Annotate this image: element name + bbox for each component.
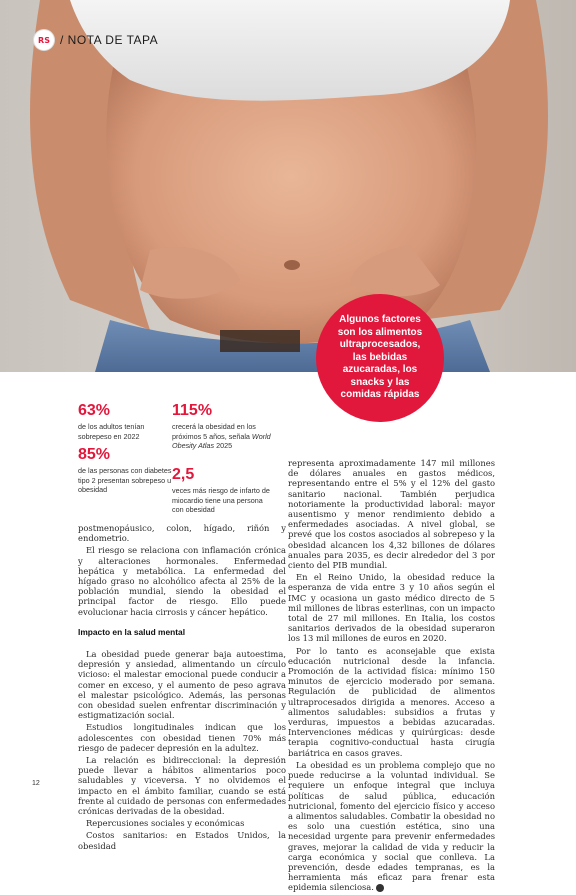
paragraph: Estudios longitudinales indican que los adolescentes con obesidad tienen 70% más riesgo de padecer depresión en la adultez. bbox=[78, 722, 286, 753]
stat-value: 115% bbox=[172, 402, 213, 419]
section-label: / NOTA DE TAPA bbox=[60, 33, 159, 47]
stat-desc: de los adultos tenían sobrepeso en 2022 bbox=[78, 422, 145, 441]
callout-circle bbox=[316, 294, 444, 422]
stat-desc bbox=[172, 422, 272, 451]
stat-desc: veces más riesgo de infarto de miocardio tiene una persona con obesidad bbox=[172, 486, 270, 514]
paragraph: El riesgo se relaciona con inflamación crónica y alteraciones hormonales. Enfermedad hepática y metabólica. La enfermedad del hígado graso no alcohólico afecta al 25% de la población mundial, siendo la obesidad el principal factor de riesgo. Ello puede evolucionar hacia cirrosis y cáncer hepático. bbox=[78, 545, 286, 617]
callout-text: Algunos factores son los alimentos ultraprocesados, las bebidas azucaradas, los snacks y las comidas rápidas bbox=[337, 314, 423, 401]
stat-desc: de las personas con diabetes tipo 2 presentan sobrepeso u obesidad bbox=[78, 466, 172, 494]
stat-block bbox=[172, 466, 272, 515]
left-column bbox=[78, 523, 286, 853]
section-heading: Impacto en la salud mental bbox=[78, 626, 186, 637]
paragraph: representa aproximadamente 147 mil millones de dólares anuales en gastos médicos, representando entre el 5% y el 12% del gasto sanitario nacional. También perjudica notoriamente la productividad laboral: mayor ausentismo y menor rendimiento debido a enfermedades asociadas. A nivel global, se prevé que los costos asociados al sobrepeso y la obesidad alcancen los 4,32 billones de dólares anuales para 2035, es decir alrededor del 3 por ciento del PIB mundial. bbox=[288, 458, 495, 571]
page-number: 12 bbox=[32, 780, 40, 787]
paragraph: La obesidad puede generar baja autoestima, depresión y ansiedad, alimentando un círculo vicioso: el malestar emocional puede conducir a comer en exceso, y el aumento de peso agrava el malestar psicológico. Además, las personas con obesidad suelen enfrentar discriminación y estigmatización social. bbox=[78, 649, 286, 721]
section-header bbox=[34, 30, 158, 50]
stat-desc-year: 2025 bbox=[214, 441, 233, 450]
end-mark-icon bbox=[376, 884, 384, 892]
stat-value: 85% bbox=[78, 446, 111, 463]
rs-logo: RS bbox=[34, 30, 54, 50]
stat-block bbox=[78, 402, 173, 441]
paragraph: Costos sanitarios: en Estados Unidos, la obesidad bbox=[78, 830, 286, 851]
paragraph: En el Reino Unido, la obesidad reduce la esperanza de vida entre 3 y 10 años según el IMC y ocasiona un gasto médico directo de 5 mil millones de libras esterlinas, con un impacto total de 27 mil millones. En Italia, los costos sanitarios derivados de la obesidad superaron los 13 mil millones de euros en 2020. bbox=[288, 572, 495, 644]
stat-desc-source: World Obesity Atlas bbox=[172, 431, 271, 450]
paragraph: Por lo tanto es aconsejable que exista educación nutricional desde la infancia. Promoción de la actividad física: mínimo 150 minutos de ejercicio moderado por semana. Regulación de publicidad de alimentos ultraprocesados dirigida a menores. Acceso a alimentos saludables: subsidios a frutas y verduras, impuestos a bebidas azucaradas. Intervenciones médicas y quirúrgicas: desde terapia cognitivo-conductual hasta cirugía bariátrica en casos graves. bbox=[288, 645, 495, 758]
cover-photo bbox=[0, 0, 576, 372]
stat-value: 63% bbox=[78, 402, 111, 419]
stat-value: 2,5 bbox=[172, 466, 195, 483]
paragraph: Repercusiones sociales y económicas bbox=[86, 818, 245, 829]
closing-text: La obesidad es un problema complejo que no puede reducirse a la voluntad individual. Se requiere un enfoque integral que incluya políticas de salud pública, educación nutricional, fomento del ejercicio físico y acceso a alimentos saludables. Combatir la obesidad no es solo una cuestión estética, sino una necesidad urgente para prevenir enfermedades graves, mejorar la calidad de vida y reducir la carga económica y social que conlleva. La prevención, desde edades tempranas, es la herramienta más eficaz para frenar esta epidemia silenciosa. bbox=[288, 759, 495, 893]
stat-block bbox=[78, 446, 173, 495]
paragraph: La relación es bidireccional: la depresión puede llevar a hábitos alimentarios poco saludables y viceversa. Y no olvidemos el impacto en el ámbito familiar, cuando se está frente al cuidado de personas con enfermedades crónicas derivadas de la obesidad. bbox=[78, 755, 286, 817]
paragraph: postmenopáusico, colon, hígado, riñón y endometrio. bbox=[78, 523, 286, 544]
right-column bbox=[288, 458, 495, 895]
paragraph bbox=[288, 760, 495, 893]
stat-desc-text: crecerá la obesidad en los próximos 5 años, señala bbox=[172, 422, 256, 441]
torso-photo-illustration bbox=[0, 0, 576, 372]
stat-block bbox=[172, 402, 272, 451]
